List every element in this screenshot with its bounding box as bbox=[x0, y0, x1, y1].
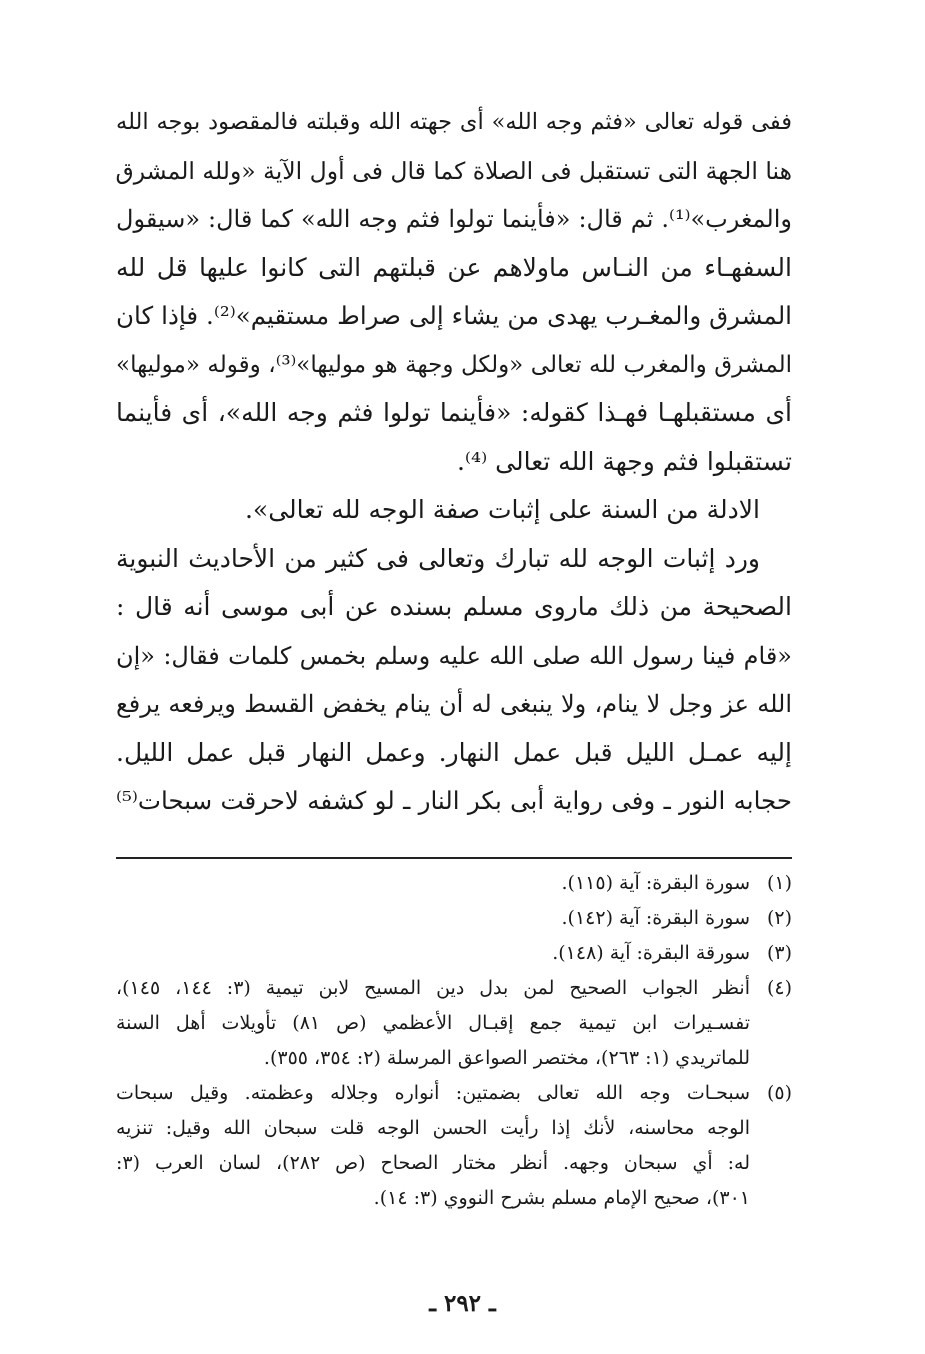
footnote-3 bbox=[116, 936, 792, 971]
footnote-text: أنظر الجواب الصحيح لمن بدل دين المسيح لابن تيمية (٣: ١٤٤، ١٤٥)، bbox=[116, 977, 750, 999]
footnote-1 bbox=[116, 866, 792, 901]
footnote-text: سبحـات وجه الله تعالى بضمتين: أنواره وجلاله وعظمته. وقيل سبحات bbox=[116, 1082, 750, 1104]
text-line: تستقبلوا فثم وجهة الله تعالى ⁽⁴⁾. bbox=[456, 446, 792, 476]
text-line: المشرق والمغرب لله تعالى «ولكل وجهة هو موليها»⁽³⁾، وقوله «موليها» bbox=[116, 351, 793, 378]
section-heading: الادلة من السنة على إثبات صفة الوجه لله تعالى». bbox=[244, 495, 760, 524]
text-line: إليه عمـل الليل قبل عمل النهار. وعمل النهار قبل عمل الليل. bbox=[116, 737, 792, 767]
footnote-number: (٣) bbox=[766, 942, 792, 964]
text-line: الله عز وجل لا ينام، ولا ينبغى له أن ينام يخفض القسط ويرفعه يرفع bbox=[116, 690, 792, 718]
text-line: الصحيحة من ذلك ماروى مسلم بسنده عن أبى موسى أنه قال : bbox=[116, 592, 792, 621]
text-line: المشرق والمغـرب يهدى من يشاء إلى صراط مستقيم»⁽²⁾. فإذا كان bbox=[116, 301, 792, 330]
text-line: هنا الجهة التى تستقبل فى الصلاة كما قال فى أول الآية «ولله المشرق bbox=[115, 156, 792, 185]
text-line: حجابه النور ـ وفى رواية أبى بكر النار ـ لو كشفه لاحرقت سبحات⁽⁵⁾ bbox=[116, 786, 792, 815]
footnote-number: (١) bbox=[766, 872, 792, 894]
footnote-text: سورة البقرة: آية (١٤٢). bbox=[561, 907, 750, 929]
page-number: ـ ٢٩٢ ـ bbox=[429, 1290, 496, 1317]
footnote-text: سورة البقرة: آية (١١٥). bbox=[561, 872, 750, 894]
footnote-text: له: أي سبحان وجهه. أنظر مختار الصحاح (ص ٢٨٢)، لسان العرب (٣: bbox=[116, 1152, 750, 1174]
footnote-divider bbox=[116, 857, 792, 859]
footnote-number: (٢) bbox=[766, 907, 792, 929]
text-line: ورد إثبات الوجه لله تبارك وتعالى فى كثير من الأحاديث النبوية bbox=[116, 543, 760, 573]
text-line: أى مستقبلهـا فهـذا كقوله: «فأينما تولوا فثم وجه الله»، أى فأينما bbox=[116, 398, 792, 427]
footnote-number: (٤) bbox=[766, 977, 792, 999]
text-line: ففى قوله تعالى «فثم وجه الله» أى جهته الله وقبلته فالمقصود بوجه الله bbox=[116, 109, 792, 135]
text-line: والمغرب»⁽¹⁾. ثم قال: «فأينما تولوا فثم وجه الله» كما قال: «سيقول bbox=[116, 205, 792, 233]
footnote-number: (٥) bbox=[766, 1082, 792, 1104]
text-line: «قام فينا رسول الله صلى الله عليه وسلم بخمس كلمات فقال: «إن bbox=[116, 641, 792, 670]
footnote-text: ٣٠١)، صحيح الإمام مسلم بشرح النووي (٣: ١٤). bbox=[373, 1187, 750, 1209]
text-line: السفهـاء من النـاس ماولاهم عن قبلتهم التى كانوا عليها قل لله bbox=[116, 252, 792, 282]
footnote-text: تفسـيرات ابن تيمية جمع إقبـال الأعظمي (ص ٨١) تأويلات أهل السنة bbox=[116, 1012, 751, 1034]
footnote-text: الوجه محاسنه، لأنك إذا رأيت الحسن الوجه قلت سبحان الله وقيل: تنزيه bbox=[116, 1117, 750, 1139]
footnote-2 bbox=[116, 901, 792, 936]
footnote-text: للماتريدي (١: ٢٦٣)، مختصر الصواعق المرسلة (٢: ٣٥٤، ٣٥٥). bbox=[263, 1047, 750, 1069]
main-text bbox=[116, 98, 792, 826]
footnote-5 bbox=[116, 1076, 792, 1216]
footnote-4 bbox=[116, 971, 792, 1076]
footnotes bbox=[116, 866, 792, 1216]
footnote-text: سورقة البقرة: آية (١٤٨). bbox=[552, 942, 750, 964]
